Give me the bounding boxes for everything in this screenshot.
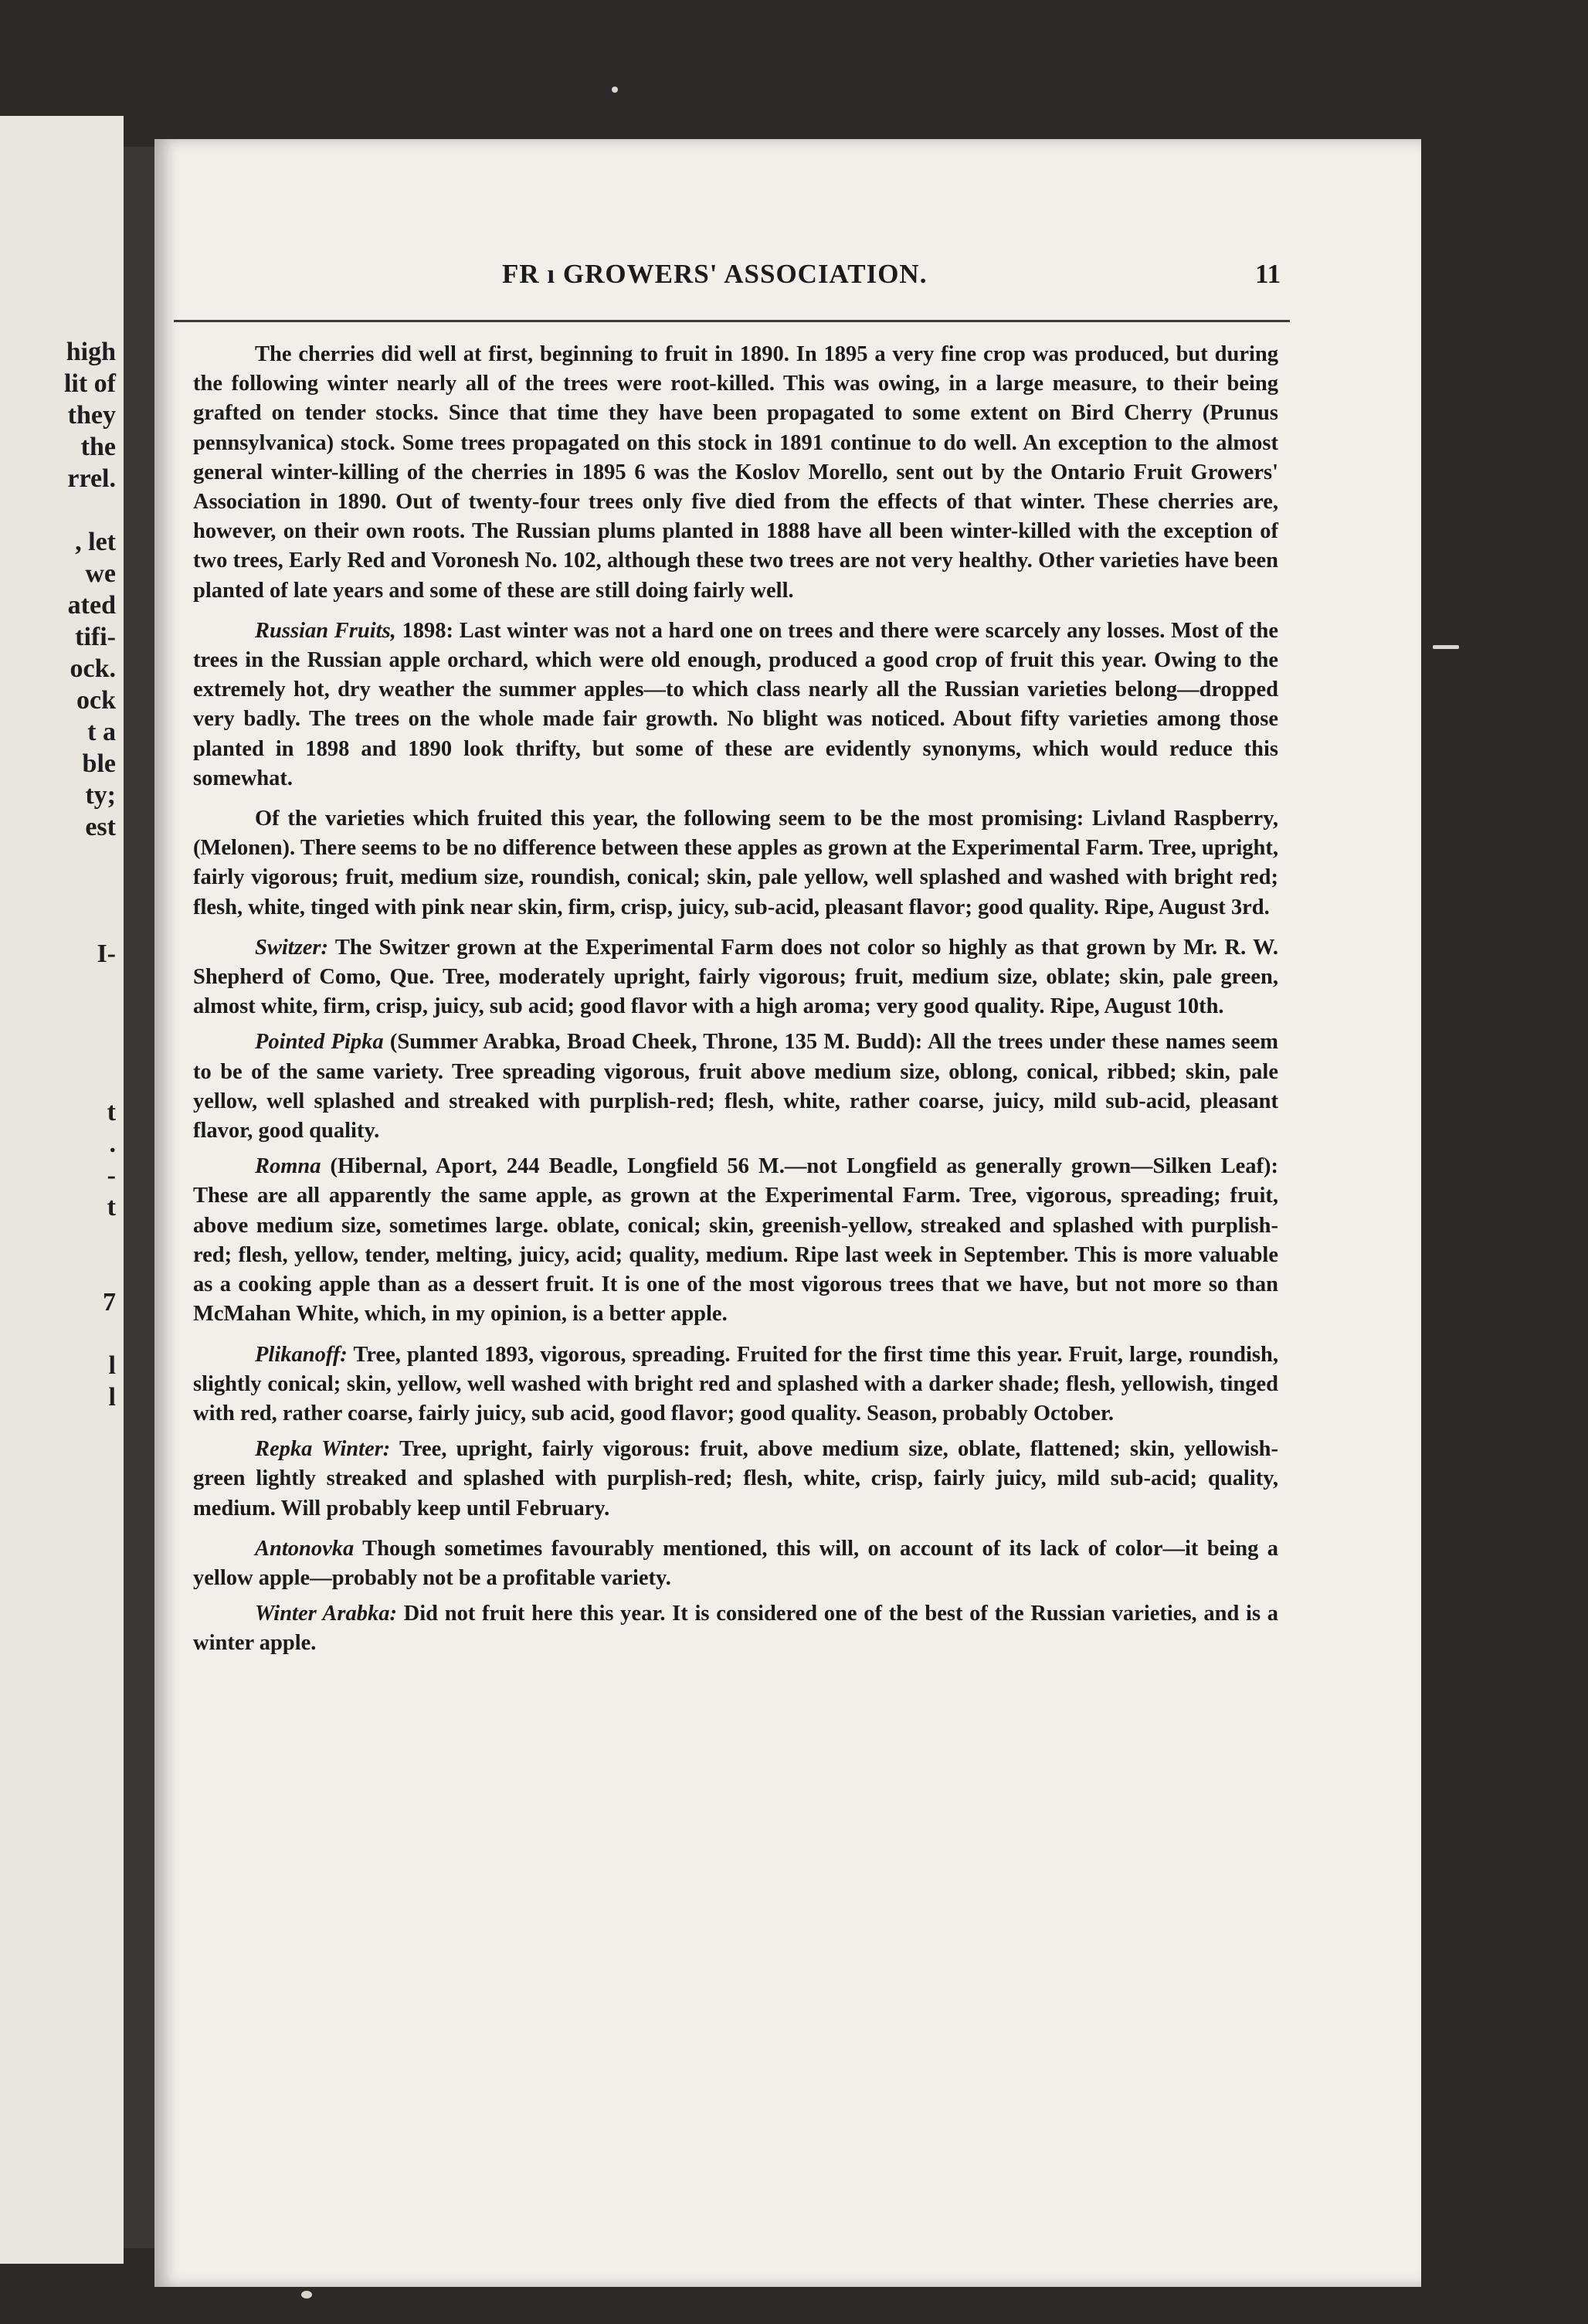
paragraph-text: The Switzer grown at the Experimental Farm does not color so highly as that grown by Mr. R. W. Shepherd of Como, Que. Tree, moderately upright, fairly vigorous; fruit, medium size, oblate; skin, pale green, almost white, firm, crisp, juicy, sub acid; good flavor with a high aroma; very good quality. Ripe, August 10th. [193,935,1278,1019]
paragraph-text: Tree, upright, fairly vigorous: fruit, above medium size, oblate, flattened; skin, yellowish-green lightly streaked and splashed with purplish-red; flesh, white, crisp, fairly juicy, mild sub-acid; quality, medium. Will probably keep until February. [193,1437,1278,1520]
paragraph-text: Though sometimes favourably mentioned, this will, on account of its lack of color—it being a yellow apple—probably not be a profitable variety. [193,1536,1278,1590]
facing-page-line: . [109,1130,116,1158]
page [154,139,1421,2287]
paragraph [193,617,1278,793]
facing-page-line: t [107,1098,116,1126]
facing-page-line: ty; [85,781,116,810]
paragraph [193,1152,1278,1329]
running-title: FR ı GROWERS' ASSOCIATION. [502,259,928,289]
facing-page-line [0,1223,116,1255]
facing-page-line: the [80,433,116,461]
facing-page-line [0,1065,116,1096]
page-number: 11 [1255,259,1281,289]
paragraph-text: (Hibernal, Aport, 244 Beadle, Longfield 56 M.—not Longfield as generally grown—Silken Leaf): These are all apparently the same apple, as grown at the Experimental Farm. Tree, vigorous, spreading; fruit, above medium size, sometimes large. oblate, conical; skin, greenish-yellow, streaked and splashed with purplish-red; flesh, yellow, tender, melting, juicy, acid; quality, medium. Ripe last week in September. This is more valuable as a cooking apple than as a dessert fruit. It is one of the most vigorous trees that we have, but not more so than McMahan White, which, in my opinion, is a better apple. [193,1154,1278,1327]
facing-page-line: ble [82,749,116,778]
paragraph [193,340,1278,606]
dust-speck [301,2291,312,2299]
paragraph [193,1534,1278,1593]
paragraph-text: Did not fruit here this year. It is considered one of the best of the Russian varieties, and is a winter apple. [193,1602,1278,1656]
facing-page-line: 7 [103,1288,116,1317]
facing-page-line: est [85,813,116,841]
facing-page-line: - [107,1161,116,1190]
facing-page-line: t a [87,718,116,746]
paragraph-text: 1898: Last winter was not a hard one on trees and there were scarcely any losses. Most of the trees in the Russian apple orchard, which were old enough, produced a good crop of fruit this year. Owing to the extremely hot, dry weather the summer apples—to which class nearly all the Russian varieties belong—dropped very badly. The trees on the whole made fair growth. No blight was noticed. About fifty varieties among those planted in 1898 and 1890 look thrifty, but some of these are evidently synonyms, which would reduce this somewhat. [193,618,1278,790]
facing-page-line: l [108,1351,116,1380]
running-header [154,259,1421,297]
facing-page-line: ock [76,686,116,715]
facing-page-line: t [107,1193,116,1221]
paragraph-lead: Pointed Pipka [255,1030,384,1055]
paragraph-lead: Romna [255,1154,321,1179]
facing-page-line [0,1033,116,1065]
facing-page-line [0,1001,116,1033]
facing-page-line [0,494,116,526]
facing-page-line: , let [75,528,116,556]
facing-page-line: tifi- [75,623,116,651]
paragraph-lead: Plikanoff: [255,1342,348,1367]
paragraph [193,1340,1278,1429]
dust-speck [1433,645,1459,649]
paragraph-lead: Winter Arabka: [255,1602,397,1626]
paragraph [193,1435,1278,1524]
paragraph-lead: Russian Fruits, [255,618,396,643]
paragraph [193,933,1278,1022]
paragraph-text: Of the varieties which fruited this year, the following seem to be the most promising: Livland Raspberry, (Melonen). There seems to be no difference between these apples as grown at the Experimental Farm. Tree, upright, fairly vigorous; fruit, medium size, roundish, conical; skin, pale yellow, well splashed and washed with bright red; flesh, white, tinged with pink near skin, firm, crisp, juicy, sub-acid, pleasant flavor; good quality. Ripe, August 3rd. [193,807,1278,919]
facing-page-line: lit of [63,369,116,398]
facing-page-line [0,1318,116,1350]
header-rule [174,320,1290,322]
facing-page-line: ock. [70,654,116,683]
facing-page-line [0,970,116,1001]
paragraph [193,804,1278,922]
facing-page-line: we [85,559,116,588]
facing-page-line: rrel. [67,464,116,493]
facing-page-text [0,336,116,1413]
paragraph-lead: Repka Winter: [255,1437,391,1462]
dust-speck [612,87,618,93]
paragraph-text: Tree, planted 1893, vigorous, spreading. Fruited for the first time this year. Fruit, large, roundish, slightly conical; skin, yellow, well washed with bright red and splashed with a darker shade; flesh, yellowish, tinged with red, rather coarse, fairly juicy, sub acid, good flavor; good quality. Season, probably October. [193,1342,1278,1425]
facing-page-line [0,875,116,906]
paragraph [193,1028,1278,1146]
facing-page-line [0,906,116,938]
facing-page-line: they [67,401,116,430]
paragraph-text: (Summer Arabka, Broad Cheek, Throne, 135 M. Budd): All the trees under these names seem to be of the same variety. Tree spreading vigorous, fruit above medium size, oblong, conical, ribbed; skin, pale yellow, well splashed and streaked with purplish-red; flesh, white, rather coarse, juicy, mild sub-acid, pleasant flavor, good quality. [193,1030,1278,1143]
facing-page-line [0,843,116,875]
paragraph-text: The cherries did well at first, beginning to fruit in 1890. In 1895 a very fine crop was produced, but during the following winter nearly all of the trees were root-killed. This was owing, in a large measure, to their being grafted on tender stocks. Since that time they have been propagated to some extent on Bird Cherry (Prunus pennsylvanica) stock. Some trees propagated on this stock in 1891 continue to do well. An exception to the almost general winter-killing of the cherries in 1895 6 was the Koslov Morello, sent out by the Ontario Fruit Growers' Association in 1890. Out of twenty-four trees only five died from the effects of that winter. These cherries are, however, on their own roots. The Russian plums planted in 1888 have all been winter-killed with the exception of two trees, Early Red and Voronesh No. 102, although these two trees are not very healthy. Other varieties have been planted of late years and some of these are still doing fairly well. [193,342,1278,603]
paragraph-lead: Switzer: [255,935,329,960]
page-body [193,340,1278,1670]
facing-page [0,116,124,2264]
paragraph-lead: Antonovka [255,1536,355,1561]
facing-page-line: high [66,338,116,366]
facing-page-line [0,1255,116,1286]
paragraph [193,1599,1278,1658]
facing-page-line: ated [67,591,116,620]
facing-page-line: I- [97,939,116,968]
facing-page-line: l [108,1383,116,1412]
